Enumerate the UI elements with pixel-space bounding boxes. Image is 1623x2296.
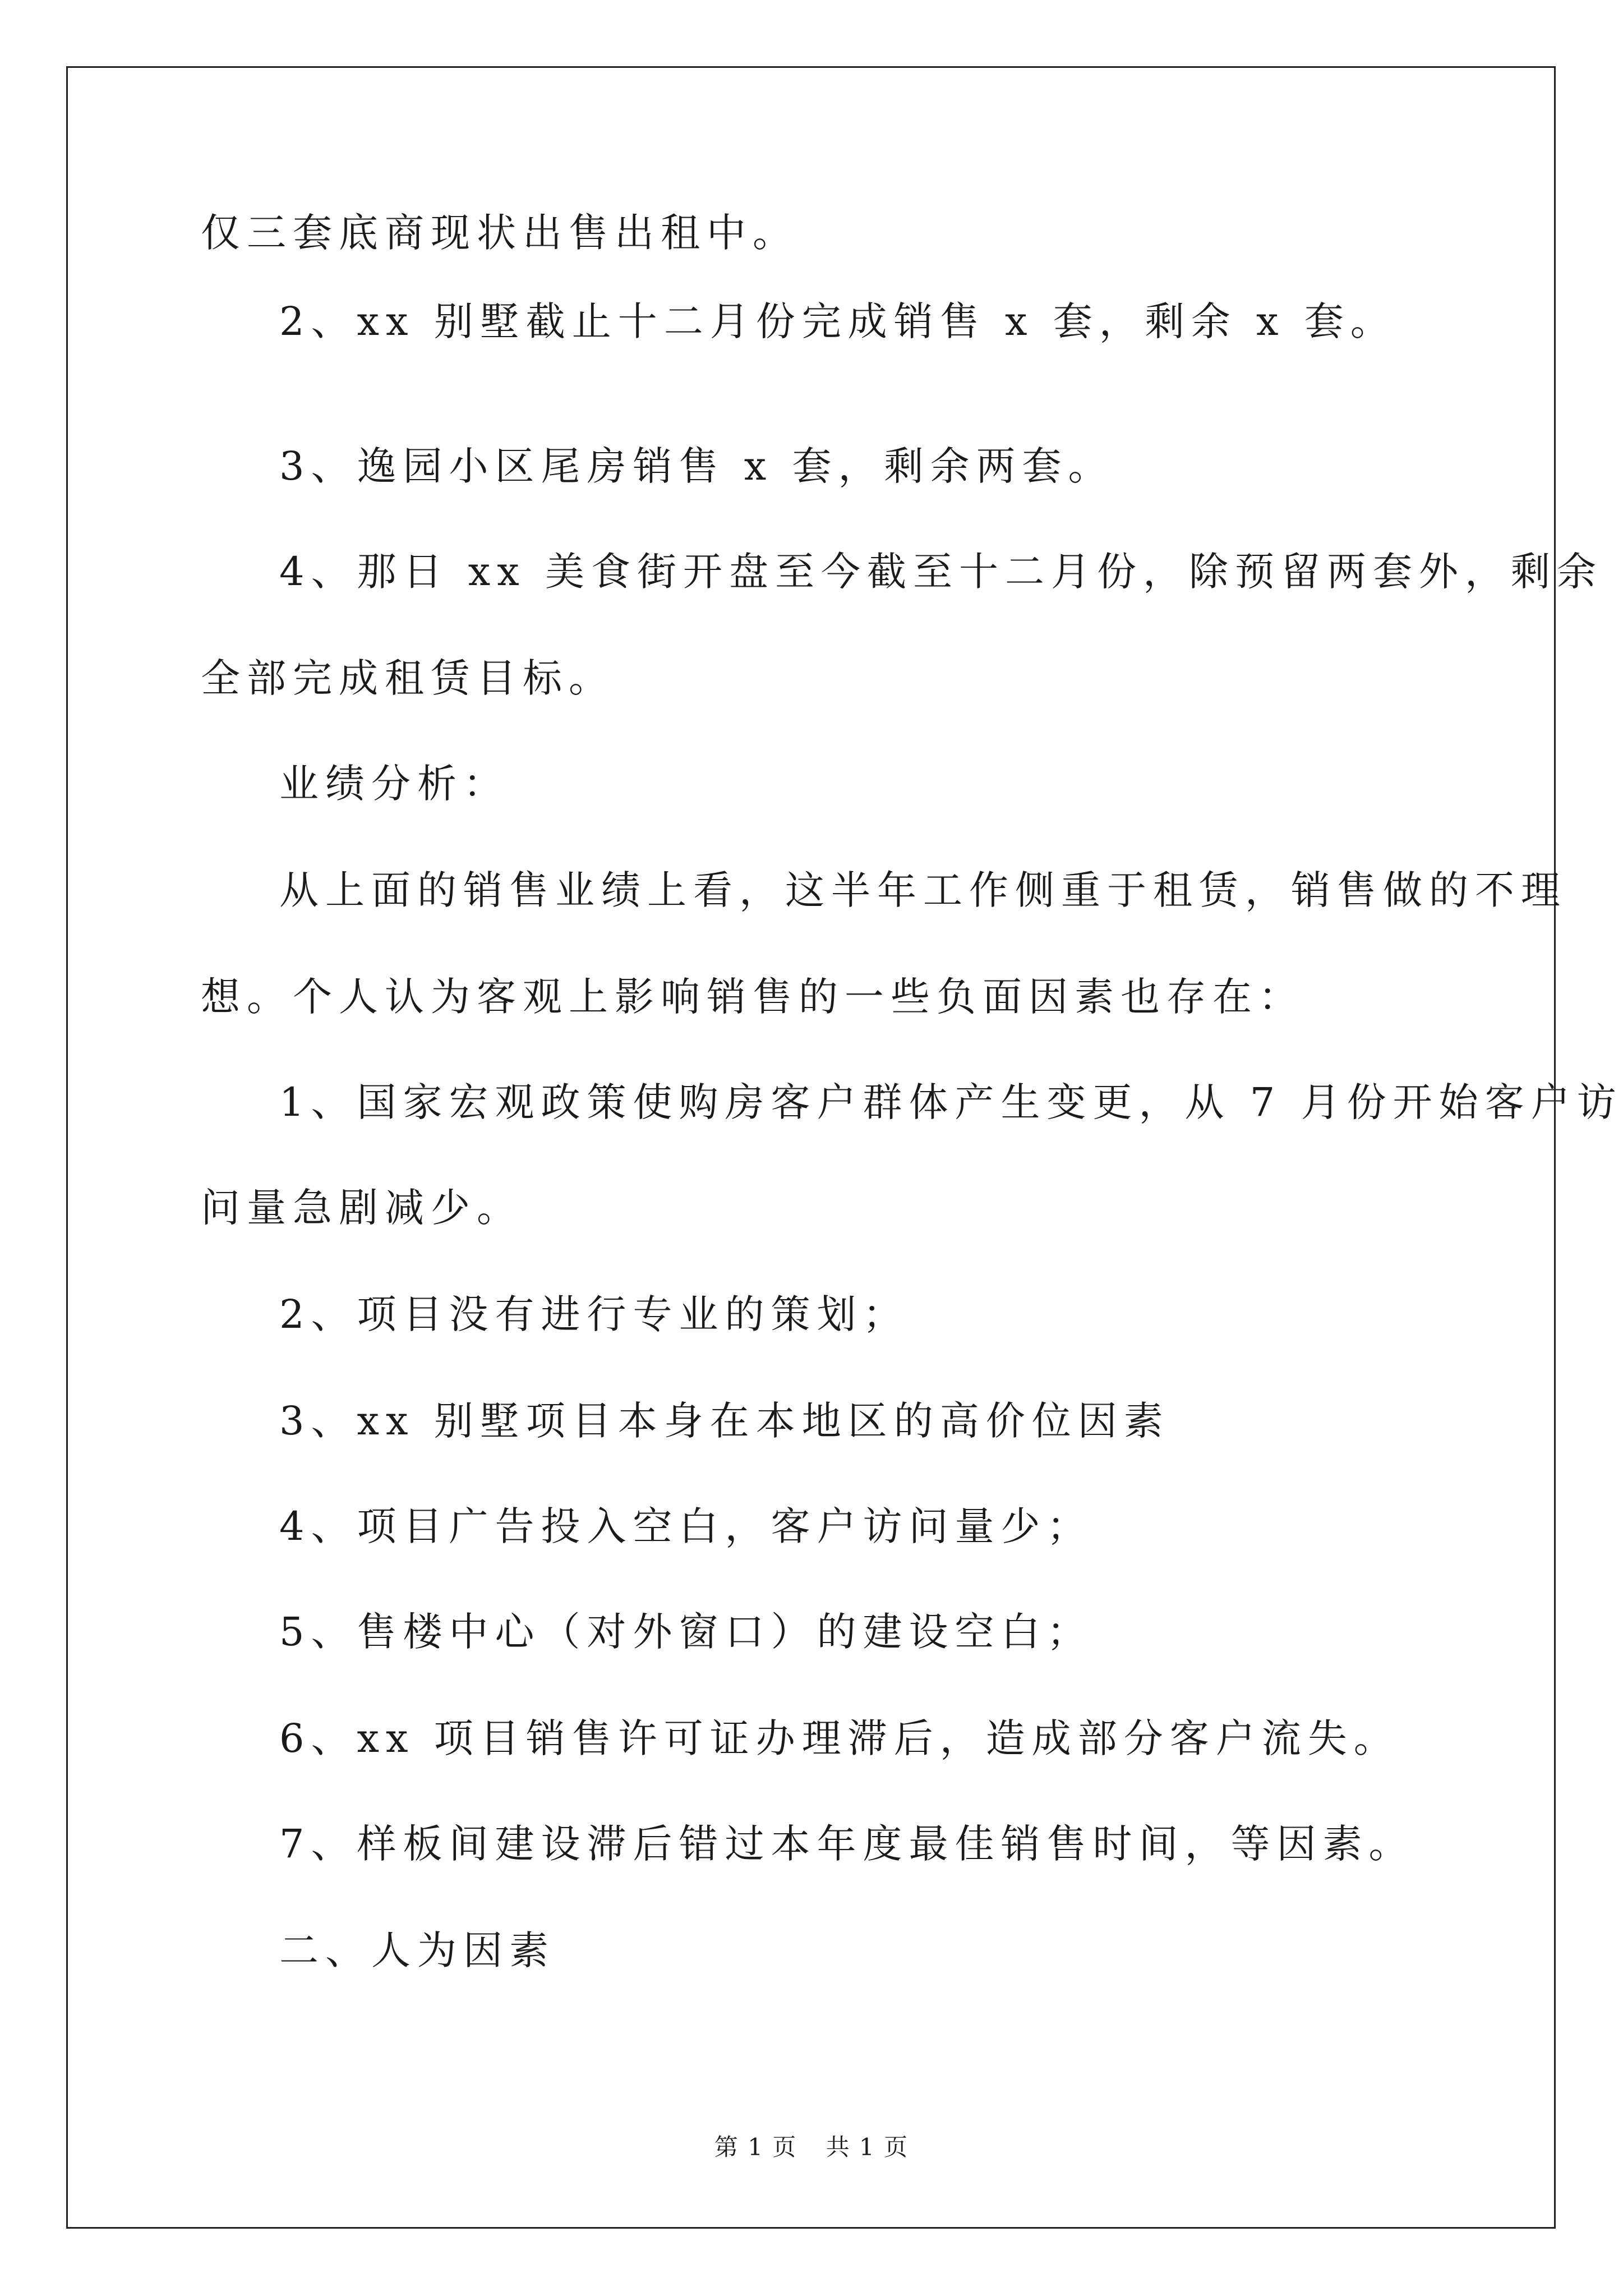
paragraph-3: 3、逸园小区尾房销售 x 套，剩余两套。	[279, 443, 1114, 489]
paragraph-2: 2、xx 别墅截止十二月份完成销售 x 套，剩余 x 套。	[279, 298, 1396, 344]
paragraph-4-line-1: 4、那日 xx 美食街开盘至今截至十二月份，除预留两套外，剩余	[279, 549, 1603, 595]
page-number-total: 共 1 页	[826, 2133, 909, 2161]
heading-performance-analysis: 业绩分析：	[279, 761, 509, 807]
heading-human-factors: 二、人为因素	[279, 1927, 555, 1973]
page-number-current: 第 1 页	[714, 2133, 797, 2161]
page-frame	[66, 66, 1556, 2229]
page-footer	[0, 2129, 1623, 2162]
factor-6: 6、xx 项目销售许可证办理滞后，造成部分客户流失。	[279, 1715, 1400, 1761]
paragraph-4-line-2: 全部完成租赁目标。	[201, 655, 615, 701]
paragraph-analysis-line-1: 从上面的销售业绩上看，这半年工作侧重于租赁，销售做的不理	[279, 867, 1567, 913]
factor-5: 5、售楼中心（对外窗口）的建设空白；	[279, 1609, 1093, 1655]
factor-3: 3、xx 别墅项目本身在本地区的高价位因素	[279, 1398, 1170, 1444]
factor-1-line-2: 问量急剧减少。	[201, 1185, 523, 1231]
paragraph-1: 仅三套底商现状出售出租中。	[201, 210, 799, 256]
factor-2: 2、项目没有进行专业的策划；	[279, 1291, 909, 1337]
factor-7: 7、样板间建设滞后错过本年度最佳销售时间，等因素。	[279, 1821, 1415, 1867]
factor-1-line-1: 1、国家宏观政策使购房客户群体产生变更，从 7 月份开始客户访	[279, 1079, 1623, 1125]
factor-4: 4、项目广告投入空白，客户访问量少；	[279, 1503, 1093, 1549]
paragraph-analysis-line-2: 想。个人认为客观上影响销售的一些负面因素也存在：	[201, 974, 1304, 1020]
